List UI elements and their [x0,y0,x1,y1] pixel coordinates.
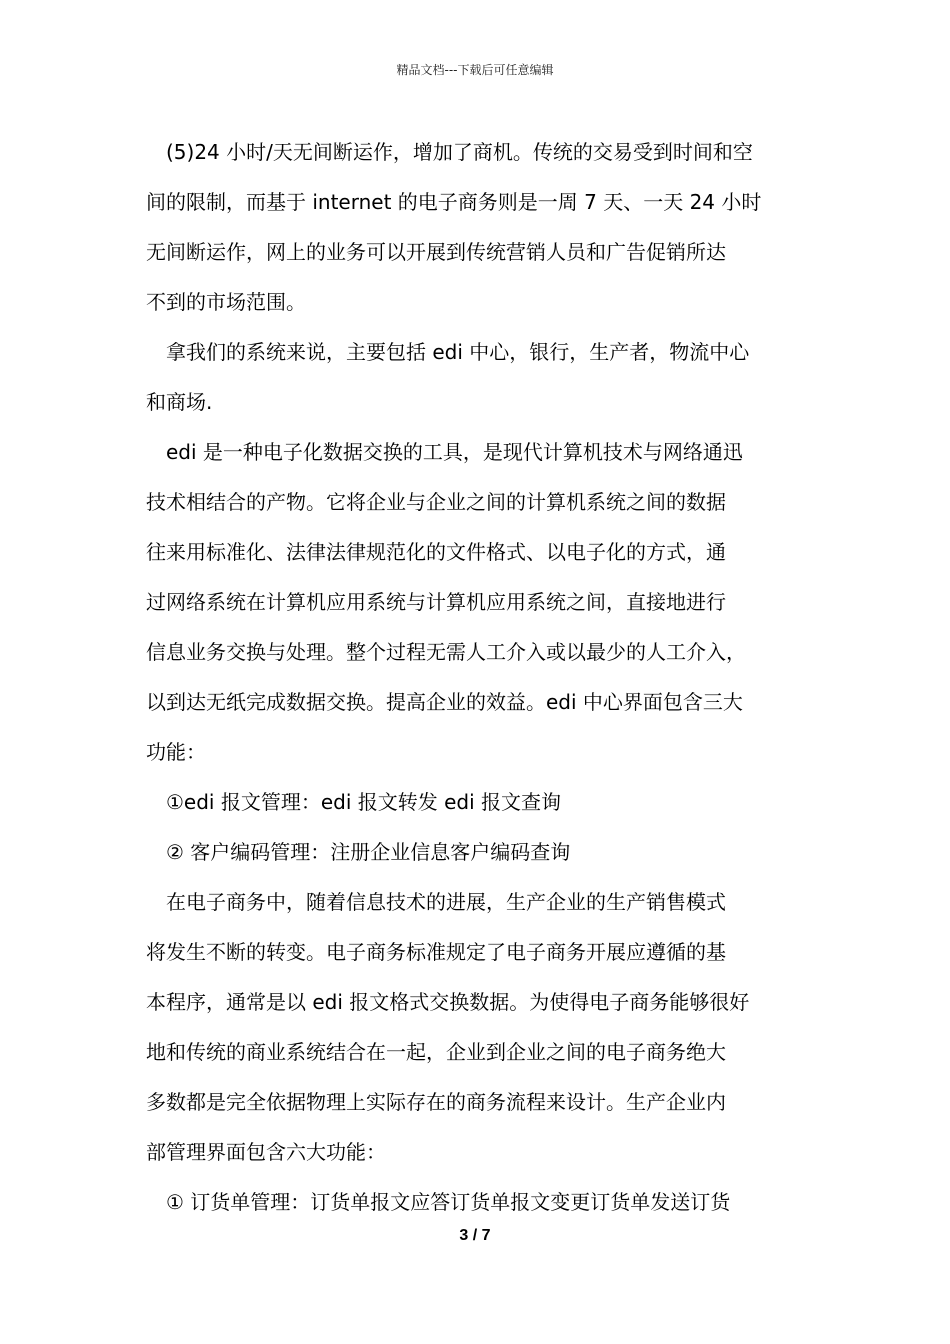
list-item: ① 订货单管理：订货单报文应答订货单报文变更订货单发送订货 [166,1190,731,1214]
paragraph-line: 不到的市场范围。 [146,290,306,314]
paragraph-line: 以到达无纸完成数据交换。提高企业的效益。edi 中心界面包含三大 [146,690,743,714]
paragraph-line: (5)24 小时/天无间断运作，增加了商机。传统的交易受到时间和空 [166,140,753,164]
paragraph-line: 部管理界面包含六大功能： [146,1140,386,1164]
paragraph-line: 技术相结合的产物。它将企业与企业之间的计算机系统之间的数据 [146,490,726,514]
paragraph-line: 间的限制，而基于 internet 的电子商务则是一周 7 天、一天 24 小时 [146,190,762,214]
paragraph-line: 功能： [146,740,206,764]
list-item: ①edi 报文管理：edi 报文转发 edi 报文查询 [166,790,562,814]
paragraph-line: 多数都是完全依据物理上实际存在的商务流程来设计。生产企业内 [146,1090,726,1114]
paragraph-line: edi 是一种电子化数据交换的工具，是现代计算机技术与网络通迅 [166,440,743,464]
paragraph-line: 往来用标准化、法律法律规范化的文件格式、以电子化的方式，通 [146,540,726,564]
paragraph-line: 过网络系统在计算机应用系统与计算机应用系统之间，直接地进行 [146,590,726,614]
paragraph-line: 拿我们的系统来说，主要包括 edi 中心，银行，生产者，物流中心 [166,340,750,364]
paragraph-line: 在电子商务中，随着信息技术的进展，生产企业的生产销售模式 [166,890,726,914]
document-body [146,127,814,1227]
page-header: 精品文档---下载后可任意编辑 [396,63,554,77]
paragraph-line: 本程序，通常是以 edi 报文格式交换数据。为使得电子商务能够很好 [146,990,750,1014]
paragraph-line: 和商场. [146,390,213,414]
paragraph-line: 将发生不断的转变。电子商务标准规定了电子商务开展应遵循的基 [146,940,726,964]
list-item: ② 客户编码管理：注册企业信息客户编码查询 [166,840,571,864]
paragraph-line: 地和传统的商业系统结合在一起，企业到企业之间的电子商务绝大 [146,1040,726,1064]
paragraph-line: 信息业务交换与处理。整个过程无需人工介入或以最少的人工介入， [146,640,746,664]
page-number: 3 / 7 [459,1227,491,1244]
paragraph-line: 无间断运作，网上的业务可以开展到传统营销人员和广告促销所达 [146,240,726,264]
